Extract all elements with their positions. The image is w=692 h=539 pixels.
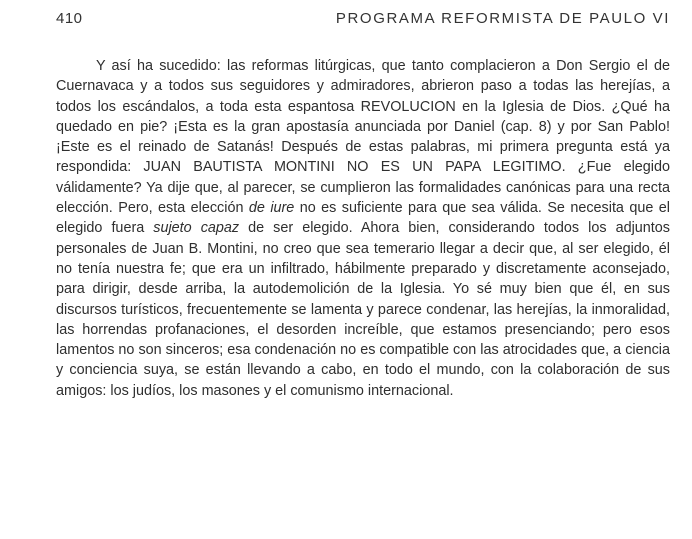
page-number: 410 <box>56 10 83 27</box>
body-text <box>56 56 670 401</box>
page-header <box>56 10 670 34</box>
text-segment-2: no es suficiente para que sea válida. Se necesita que el elegido fuera <box>56 200 670 237</box>
text-segment-1: Y así ha sucedido: las reformas litúrgicas, que tanto complacieron a Don Sergio el de Cuernavaca y a todos sus seguidores y admiradores, abrieron paso a todas las herejías, a todos los escándalos, a toda esta espantosa REVOLUCION en la Iglesia de Dios. ¿Qué ha quedado en pie? ¡Esta es la gran apostasía anunciada por Daniel (cap. 8) y por San Pablo! ¡Este es el reinado de Satanás! Después de estas palabras, mi primera pregunta está ya respondida: JUAN BAUTISTA MONTINI NO ES UN PAPA LEGITIMO. ¿Fue elegido válidamente? Ya dije que, al parecer, se cumplieron las formalidades canónicas para una recta elección. Pero, esta elección <box>56 58 670 217</box>
running-head: PROGRAMA REFORMISTA DE PAULO VI <box>335 10 670 27</box>
italic-de-iure: de iure <box>248 200 295 217</box>
text-segment-3: de ser elegido. Ahora bien, considerando todos los adjuntos personales de Juan B. Montini, no creo que sea temerario llegar a decir que, al ser elegido, él no tenía nuestra fe; que era un infiltrado, hábilmente preparado y discretamente aconsejado, para dirigir, desde arriba, la autodemolición de la Iglesia. Yo sé muy bien que él, en sus discursos turísticos, frecuentemente se lamenta y parece condenar, las herejías, la inmoralidad, las horrendas profanaciones, el desorden increíble, que estamos presenciando; pero esos lamentos no son sinceros; esa condenación no es compatible con las atrocidades que, a ciencia y conciencia suya, se están llevando a cabo, en todo el mundo, con la colaboración de sus amigos: los judíos, los masones y el comunismo internacional. <box>56 220 670 399</box>
italic-sujeto-capaz: sujeto capaz <box>153 220 240 237</box>
paragraph <box>56 56 670 401</box>
